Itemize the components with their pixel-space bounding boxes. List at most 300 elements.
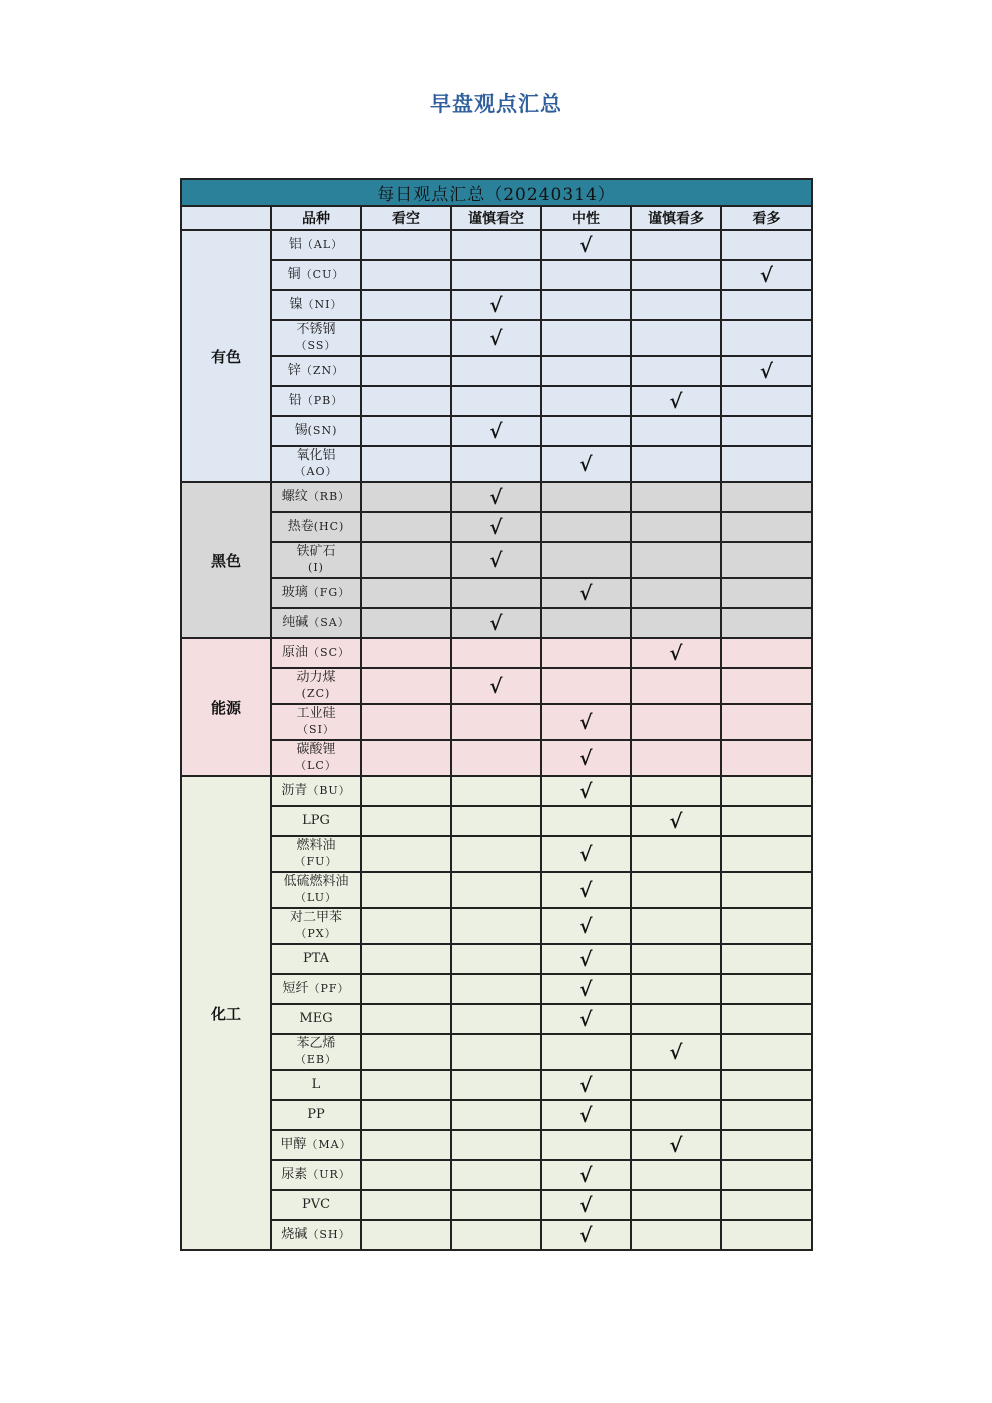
- view-cell: [721, 806, 812, 836]
- table-row: [181, 320, 812, 356]
- view-cell: [541, 386, 631, 416]
- check-mark-icon: √: [489, 325, 503, 350]
- view-cell: [361, 1130, 451, 1160]
- product-code: （ZN）: [300, 364, 345, 377]
- product-name: PTA: [302, 951, 330, 966]
- view-cell: [721, 608, 812, 638]
- view-cell: [451, 1160, 541, 1190]
- view-cell: [451, 1004, 541, 1034]
- view-cell: [541, 1034, 631, 1070]
- view-cell: [451, 542, 541, 578]
- view-cell: [631, 1220, 721, 1250]
- check-mark-icon: √: [489, 547, 503, 572]
- view-cell: [451, 668, 541, 704]
- product-name: 不锈钢: [296, 322, 336, 337]
- view-cell: [451, 836, 541, 872]
- check-mark-icon: √: [579, 946, 593, 971]
- view-cell: [451, 578, 541, 608]
- view-cell: [541, 1160, 631, 1190]
- product-cell: [271, 704, 361, 740]
- product-name: 原油: [282, 645, 309, 660]
- view-cell: [361, 356, 451, 386]
- view-cell: [451, 1190, 541, 1220]
- view-cell: [541, 542, 631, 578]
- check-mark-icon: √: [579, 1072, 593, 1097]
- view-cell: [631, 836, 721, 872]
- product-cell: [271, 230, 361, 260]
- header-cautious-bullish: 谨慎看多: [631, 206, 721, 230]
- view-cell: [361, 386, 451, 416]
- view-cell: [721, 974, 812, 1004]
- product-name: 尿素: [281, 1167, 308, 1182]
- table-row: [181, 1160, 812, 1190]
- product-name: 碳酸锂: [296, 742, 336, 757]
- view-cell: [721, 512, 812, 542]
- product-name: 低硫燃料油: [283, 874, 349, 889]
- view-cell: [721, 542, 812, 578]
- header-bearish: 看空: [361, 206, 451, 230]
- view-cell: [451, 446, 541, 482]
- product-cell: [271, 974, 361, 1004]
- table-row: [181, 944, 812, 974]
- view-cell: [721, 1190, 812, 1220]
- check-mark-icon: √: [759, 262, 774, 287]
- product-cell: [271, 1220, 361, 1250]
- view-cell: [541, 908, 631, 944]
- header-bullish: 看多: [721, 206, 812, 230]
- product-code: （FG）: [307, 586, 351, 599]
- view-cell: [541, 704, 631, 740]
- group-label: 能源: [181, 638, 271, 776]
- group-label: 化工: [181, 776, 271, 1250]
- view-cell: [451, 872, 541, 908]
- table-row: [181, 290, 812, 320]
- view-cell: [631, 944, 721, 974]
- view-cell: [631, 974, 721, 1004]
- view-cell: [541, 1004, 631, 1034]
- view-cell: [361, 446, 451, 482]
- check-mark-icon: √: [579, 1006, 593, 1031]
- view-cell: [541, 446, 631, 482]
- table-row: [181, 740, 812, 776]
- view-cell: [631, 290, 721, 320]
- view-cell: [541, 638, 631, 668]
- view-cell: [451, 290, 541, 320]
- view-cell: [451, 1070, 541, 1100]
- view-cell: [631, 1034, 721, 1070]
- product-cell: [271, 776, 361, 806]
- table-body: [181, 230, 812, 1250]
- view-cell: [451, 512, 541, 542]
- view-cell: [361, 608, 451, 638]
- view-cell: [631, 1130, 721, 1160]
- check-mark-icon: √: [579, 580, 593, 605]
- check-mark-icon: √: [579, 745, 593, 770]
- check-mark-icon: √: [579, 451, 593, 476]
- product-code: (I): [308, 561, 324, 574]
- product-code: （SI）: [297, 723, 335, 736]
- product-code: （PF）: [308, 982, 350, 995]
- view-cell: [361, 320, 451, 356]
- view-cell: [361, 1160, 451, 1190]
- product-cell: [271, 1190, 361, 1220]
- view-cell: [721, 776, 812, 806]
- product-cell: [271, 740, 361, 776]
- view-cell: [631, 320, 721, 356]
- view-cell: [541, 1100, 631, 1130]
- product-cell: [271, 1070, 361, 1100]
- product-cell: [271, 482, 361, 512]
- table-row: [181, 356, 812, 386]
- view-cell: [631, 446, 721, 482]
- view-cell: [631, 542, 721, 578]
- product-code: （SH）: [307, 1228, 351, 1241]
- view-cell: [361, 836, 451, 872]
- view-cell: [541, 512, 631, 542]
- view-cell: [631, 872, 721, 908]
- view-cell: [451, 416, 541, 446]
- view-cell: [631, 386, 721, 416]
- view-cell: [451, 608, 541, 638]
- table-row: [181, 416, 812, 446]
- product-code: （PB）: [301, 394, 344, 407]
- view-cell: [361, 638, 451, 668]
- check-mark-icon: √: [579, 1102, 593, 1127]
- view-cell: [361, 908, 451, 944]
- check-mark-icon: √: [669, 640, 683, 665]
- product-code: （SC）: [308, 646, 350, 659]
- product-name: 热卷: [287, 519, 314, 534]
- view-cell: [541, 1070, 631, 1100]
- product-name: 镍: [289, 297, 303, 312]
- table-row: [181, 1130, 812, 1160]
- view-cell: [361, 416, 451, 446]
- view-cell: [361, 974, 451, 1004]
- view-cell: [721, 1100, 812, 1130]
- check-mark-icon: √: [579, 976, 593, 1001]
- view-cell: [361, 1004, 451, 1034]
- check-mark-icon: √: [579, 232, 593, 257]
- product-cell: [271, 1004, 361, 1034]
- view-cell: [721, 704, 812, 740]
- product-name: LPG: [302, 813, 330, 828]
- product-code: (HC): [313, 520, 345, 533]
- product-name: 铅: [288, 393, 302, 408]
- view-cell: [541, 578, 631, 608]
- view-cell: [451, 908, 541, 944]
- view-cell: [721, 740, 812, 776]
- product-code: （NI）: [302, 298, 343, 311]
- view-cell: [721, 638, 812, 668]
- view-cell: [721, 416, 812, 446]
- view-cell: [361, 542, 451, 578]
- product-code: （FU）: [294, 855, 338, 868]
- product-code: （UR）: [307, 1168, 351, 1181]
- product-name: 铜: [287, 267, 301, 282]
- header-cautious-bearish: 谨慎看空: [451, 206, 541, 230]
- view-cell: [721, 1220, 812, 1250]
- table-row: [181, 578, 812, 608]
- view-cell: [721, 578, 812, 608]
- view-cell: [721, 872, 812, 908]
- check-mark-icon: √: [489, 484, 503, 509]
- view-cell: [631, 740, 721, 776]
- view-cell: [361, 704, 451, 740]
- product-code: （LC）: [295, 759, 337, 772]
- view-cell: [541, 416, 631, 446]
- check-mark-icon: √: [669, 388, 683, 413]
- table-row: [181, 1100, 812, 1130]
- product-cell: [271, 512, 361, 542]
- view-cell: [361, 740, 451, 776]
- product-code: （EB）: [294, 1053, 338, 1066]
- view-cell: [541, 482, 631, 512]
- table-row: [181, 1220, 812, 1250]
- header-neutral: 中性: [541, 206, 631, 230]
- view-cell: [361, 668, 451, 704]
- view-cell: [631, 356, 721, 386]
- view-cell: [451, 1220, 541, 1250]
- view-cell: [361, 944, 451, 974]
- product-name: 动力煤: [296, 670, 336, 685]
- table-row: [181, 806, 812, 836]
- view-cell: [541, 836, 631, 872]
- table-row: [181, 776, 812, 806]
- product-cell: [271, 944, 361, 974]
- view-cell: [541, 776, 631, 806]
- product-cell: [271, 320, 361, 356]
- view-cell: [631, 260, 721, 290]
- view-cell: [361, 512, 451, 542]
- product-name: MEG: [299, 1011, 333, 1026]
- product-cell: [271, 1100, 361, 1130]
- product-name: 工业硅: [296, 706, 336, 721]
- product-cell: [271, 608, 361, 638]
- view-cell: [721, 944, 812, 974]
- view-cell: [631, 1070, 721, 1100]
- table-row: [181, 386, 812, 416]
- product-code: (SN): [307, 424, 338, 437]
- view-cell: [541, 740, 631, 776]
- product-name: 铝: [288, 237, 302, 252]
- view-cell: [541, 668, 631, 704]
- view-cell: [451, 482, 541, 512]
- view-cell: [361, 806, 451, 836]
- view-cell: [721, 320, 812, 356]
- table-row: [181, 446, 812, 482]
- check-mark-icon: √: [579, 778, 593, 803]
- table-row: [181, 1190, 812, 1220]
- view-cell: [631, 416, 721, 446]
- product-name: 对二甲苯: [289, 910, 342, 925]
- product-cell: [271, 806, 361, 836]
- table-row: [181, 908, 812, 944]
- product-cell: [271, 1160, 361, 1190]
- view-cell: [361, 1220, 451, 1250]
- view-cell: [451, 1034, 541, 1070]
- view-cell: [361, 1070, 451, 1100]
- view-cell: [451, 740, 541, 776]
- product-code: （MA）: [306, 1138, 352, 1151]
- view-cell: [721, 668, 812, 704]
- group-label: 有色: [181, 230, 271, 482]
- view-cell: [361, 1100, 451, 1130]
- product-cell: [271, 290, 361, 320]
- check-mark-icon: √: [579, 841, 593, 866]
- product-name: 燃料油: [296, 838, 336, 853]
- check-mark-icon: √: [579, 1192, 593, 1217]
- product-name: 沥青: [281, 783, 308, 798]
- view-cell: [631, 806, 721, 836]
- product-name: 氧化铝: [296, 448, 336, 463]
- header-product: 品种: [271, 206, 361, 230]
- view-cell: [631, 638, 721, 668]
- view-cell: [541, 872, 631, 908]
- view-cell: [631, 230, 721, 260]
- check-mark-icon: √: [579, 709, 593, 734]
- product-name: 玻璃: [281, 585, 308, 600]
- product-cell: [271, 446, 361, 482]
- check-mark-icon: √: [579, 1222, 593, 1247]
- view-cell: [721, 1130, 812, 1160]
- view-cell: [451, 260, 541, 290]
- table-row: [181, 704, 812, 740]
- view-cell: [541, 260, 631, 290]
- product-code: （AL）: [301, 238, 344, 251]
- table-row: [181, 668, 812, 704]
- view-cell: [361, 776, 451, 806]
- view-cell: [721, 1034, 812, 1070]
- table-row: [181, 482, 812, 512]
- product-cell: [271, 836, 361, 872]
- table-banner: 每日观点汇总（20240314）: [181, 179, 812, 206]
- view-cell: [721, 290, 812, 320]
- view-cell: [721, 482, 812, 512]
- view-cell: [541, 974, 631, 1004]
- product-code: （PX）: [295, 927, 337, 940]
- view-cell: [631, 1100, 721, 1130]
- product-cell: [271, 638, 361, 668]
- view-cell: [541, 356, 631, 386]
- check-mark-icon: √: [669, 1132, 683, 1157]
- daily-view-table: [180, 178, 813, 1251]
- product-name: L: [311, 1077, 321, 1092]
- view-cell: [451, 776, 541, 806]
- product-code: (ZC): [301, 687, 331, 700]
- product-name: 甲醇: [280, 1137, 307, 1152]
- view-cell: [361, 290, 451, 320]
- view-cell: [631, 1190, 721, 1220]
- view-cell: [631, 908, 721, 944]
- product-name: 螺纹: [281, 489, 308, 504]
- check-mark-icon: √: [579, 1162, 593, 1187]
- table-row: [181, 974, 812, 1004]
- view-cell: [721, 446, 812, 482]
- table-row: [181, 260, 812, 290]
- view-cell: [631, 668, 721, 704]
- view-cell: [631, 704, 721, 740]
- view-cell: [721, 356, 812, 386]
- check-mark-icon: √: [669, 1039, 683, 1064]
- view-cell: [541, 290, 631, 320]
- table-row: [181, 542, 812, 578]
- view-cell: [451, 386, 541, 416]
- table-row: [181, 1070, 812, 1100]
- product-name: 短纤: [282, 981, 309, 996]
- table-row: [181, 1004, 812, 1034]
- check-mark-icon: √: [489, 610, 503, 635]
- view-cell: [451, 230, 541, 260]
- view-cell: [451, 944, 541, 974]
- header-group-blank: [181, 206, 271, 230]
- product-cell: [271, 668, 361, 704]
- check-mark-icon: √: [759, 358, 774, 383]
- view-cell: [361, 230, 451, 260]
- check-mark-icon: √: [579, 877, 593, 902]
- view-cell: [541, 806, 631, 836]
- product-cell: [271, 872, 361, 908]
- view-cell: [451, 320, 541, 356]
- product-code: （RB）: [307, 490, 351, 503]
- view-cell: [361, 872, 451, 908]
- view-cell: [631, 1004, 721, 1034]
- header-row: [181, 206, 812, 230]
- view-cell: [541, 1220, 631, 1250]
- table-row: [181, 512, 812, 542]
- view-cell: [631, 512, 721, 542]
- view-cell: [631, 578, 721, 608]
- product-cell: [271, 260, 361, 290]
- product-code: （AO）: [294, 465, 338, 478]
- view-cell: [721, 1070, 812, 1100]
- table-row: [181, 638, 812, 668]
- view-cell: [541, 944, 631, 974]
- product-name: 苯乙烯: [296, 1036, 336, 1051]
- check-mark-icon: √: [489, 514, 503, 539]
- page-title: 早盘观点汇总: [430, 92, 562, 116]
- product-cell: [271, 386, 361, 416]
- product-cell: [271, 1130, 361, 1160]
- view-cell: [361, 482, 451, 512]
- view-cell: [541, 1190, 631, 1220]
- view-cell: [721, 1004, 812, 1034]
- view-cell: [451, 638, 541, 668]
- view-cell: [721, 230, 812, 260]
- check-mark-icon: √: [669, 808, 683, 833]
- product-name: PP: [307, 1107, 325, 1122]
- view-cell: [631, 608, 721, 638]
- product-code: （SS）: [295, 339, 337, 352]
- product-code: （BU）: [307, 784, 351, 797]
- group-label: 黑色: [181, 482, 271, 638]
- view-cell: [721, 1160, 812, 1190]
- product-code: （LU）: [295, 891, 337, 904]
- view-cell: [361, 1034, 451, 1070]
- view-cell: [361, 1190, 451, 1220]
- product-name: 烧碱: [281, 1227, 308, 1242]
- product-cell: [271, 578, 361, 608]
- product-cell: [271, 1034, 361, 1070]
- table-row: [181, 608, 812, 638]
- view-cell: [631, 482, 721, 512]
- view-cell: [451, 356, 541, 386]
- product-code: （SA）: [308, 616, 350, 629]
- check-mark-icon: √: [489, 292, 503, 317]
- view-cell: [721, 260, 812, 290]
- view-cell: [361, 578, 451, 608]
- check-mark-icon: √: [489, 673, 503, 698]
- view-cell: [451, 704, 541, 740]
